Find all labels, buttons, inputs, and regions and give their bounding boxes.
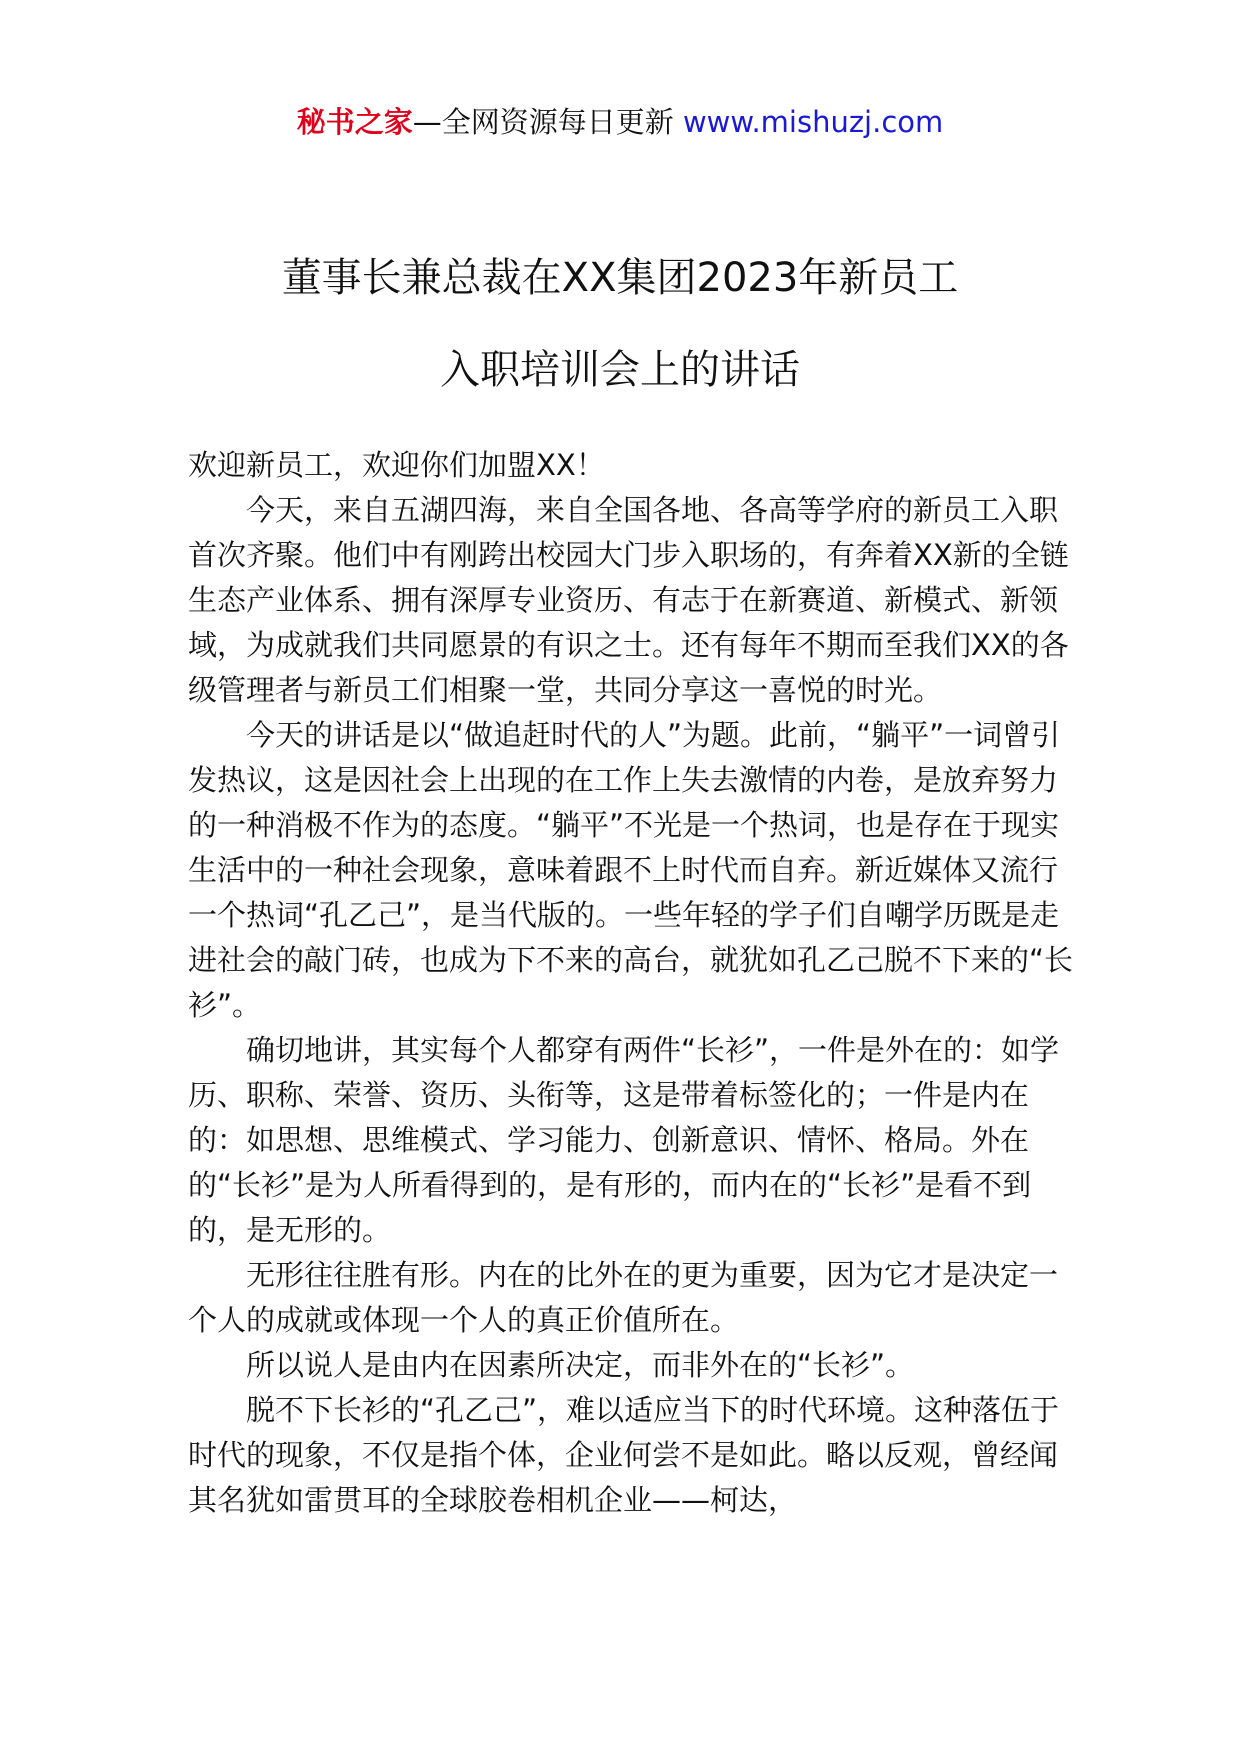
title-line-2: 入职培训会上的讲话 (440, 347, 800, 393)
paragraph: 今天，来自五湖四海，来自全国各地、各高等学府的新员工入职首次齐聚。他们中有刚跨出校园大门步入职场的，有奔着XX新的全链生态产业体系、拥有深厚专业资历、有志于在新赛道、新模式、新领域，为成就我们共同愿景的有识之士。还有每年不期而至我们XX的各级管理者与新员工们相聚一堂，共同分享这一喜悦的时光。 (188, 493, 1069, 707)
document-title (0, 232, 1240, 416)
title-line-1: 董事长兼总裁在XX集团2023年新员工 (281, 255, 959, 301)
paragraph: 无形往往胜有形。内在的比外在的更为重要，因为它才是决定一个人的成就或体现一个人的真正价值所在。 (188, 1258, 1059, 1337)
site-url[interactable]: www.mishuzj.com (682, 105, 944, 139)
paragraph: 今天的讲话是以“做追赶时代的人”为题。此前，“躺平”一词曾引发热议，这是因社会上出现的在工作上失去激情的内卷，是放弃努力的一种消极不作为的态度。“躺平”不光是一个热词，也是存在于现实生活中的一种社会现象，意味着跟不上时代而自弃。新近媒体又流行一个热词“孔乙己”，是当代版的。一些年轻的学子们自嘲学历既是走进社会的敲门砖，也成为下不来的高台，就犹如孔乙己脱不下来的“长衫”。 (188, 718, 1074, 1022)
paragraph: 脱不下长衫的“孔乙己”，难以适应当下的时代环境。这种落伍于时代的现象，不仅是指个体，企业何尝不是如此。略以反观，曾经闻其名犹如雷贯耳的全球胶卷相机企业——柯达， (188, 1393, 1060, 1517)
header-slogan: —全网资源每日更新 (412, 105, 674, 139)
paragraph: 所以说人是由内在因素所决定，而非外在的“长衫”。 (246, 1348, 915, 1382)
brand-name: 秘书之家 (296, 105, 413, 139)
paragraph: 确切地讲，其实每个人都穿有两件“长衫”，一件是外在的：如学历、职称、荣誉、资历、头衔等，这是带着标签化的；一件是内在的：如思想、思维模式、学习能力、创新意识、情怀、格局。外在的“长衫”是为人所看得到的，是有形的，而内在的“长衫”是看不到的，是无形的。 (188, 1033, 1060, 1247)
paragraph-greeting: 欢迎新员工，欢迎你们加盟XX！ (188, 448, 605, 482)
document-body (188, 443, 1080, 1523)
site-header (0, 100, 1240, 144)
